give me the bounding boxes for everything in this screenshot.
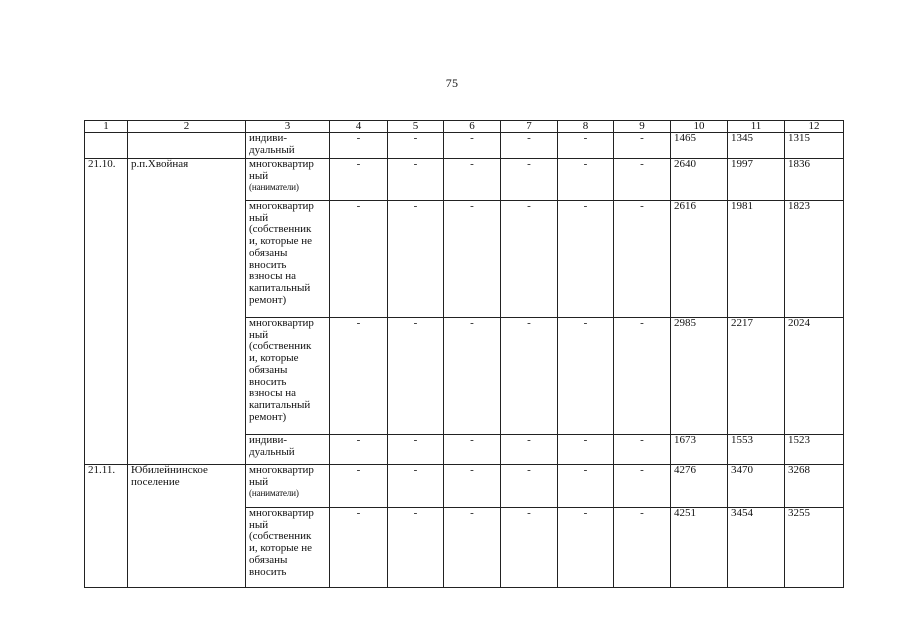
header-cell-7: 7 [501, 121, 558, 133]
empty-value: - [614, 435, 671, 465]
header-cell-3: 3 [246, 121, 330, 133]
cell-line: и, которые [249, 352, 299, 365]
housing-type [246, 435, 330, 465]
cell-line: многоквартир [249, 158, 314, 170]
value-12: 3255 [785, 508, 844, 588]
empty-value: - [330, 318, 388, 435]
empty-value: - [558, 465, 614, 508]
value-10: 1673 [671, 435, 728, 465]
empty-value: - [501, 159, 558, 201]
header-row [85, 121, 844, 133]
value-12: 1315 [785, 133, 844, 159]
empty-value: - [388, 201, 444, 318]
cell-line: капитальный [249, 281, 311, 294]
header-cell-1: 1 [85, 121, 128, 133]
cell-line: ный [249, 169, 269, 182]
empty-value: - [444, 159, 501, 201]
empty-value: - [558, 435, 614, 465]
cell-line: (собственник [249, 530, 312, 543]
cell-line: вносить [249, 375, 287, 388]
header-cell-8: 8 [558, 121, 614, 133]
cell-line: дуальный [249, 143, 295, 156]
header-cell-11: 11 [728, 121, 785, 133]
empty-value: - [614, 201, 671, 318]
value-12: 2024 [785, 318, 844, 435]
empty-value: - [330, 465, 388, 508]
housing-type [246, 318, 330, 435]
header-cell-5: 5 [388, 121, 444, 133]
value-11: 2217 [728, 318, 785, 435]
tariff-table [84, 120, 844, 588]
value-11: 1997 [728, 159, 785, 201]
value-10: 4251 [671, 508, 728, 588]
empty-value: - [501, 435, 558, 465]
empty-value: - [501, 318, 558, 435]
empty-value: - [444, 133, 501, 159]
empty-value: - [558, 508, 614, 588]
cell-line: ремонт) [249, 293, 287, 306]
empty-value: - [501, 465, 558, 508]
cell-line: и, которые не [249, 235, 312, 248]
empty-value: - [444, 508, 501, 588]
value-10: 4276 [671, 465, 728, 508]
cell-line: (собственник [249, 340, 312, 353]
empty-value: - [558, 201, 614, 318]
table-row [85, 133, 844, 159]
housing-type [246, 508, 330, 588]
cell-line: (наниматели) [249, 488, 299, 499]
header-cell-4: 4 [330, 121, 388, 133]
cell-line: ный [249, 211, 269, 224]
cell-line: индиви- [249, 434, 288, 446]
row-code: 21.11. [85, 465, 128, 588]
empty-value: - [388, 159, 444, 201]
row-settlement [128, 159, 246, 465]
cell-line: многоквартир [249, 200, 314, 212]
value-10: 2985 [671, 318, 728, 435]
value-11: 1345 [728, 133, 785, 159]
cell-line: взносы на [249, 387, 296, 400]
empty-value: - [388, 435, 444, 465]
cell-line: дуальный [249, 445, 295, 458]
empty-value: - [444, 435, 501, 465]
empty-value: - [330, 159, 388, 201]
empty-value: - [558, 159, 614, 201]
row-code [85, 133, 128, 159]
table-row [85, 465, 844, 508]
cell-line: и, которые не [249, 542, 312, 555]
table-body [85, 121, 844, 588]
cell-line: ный [249, 475, 269, 488]
empty-value: - [501, 133, 558, 159]
cell-line: капитальный [249, 398, 311, 411]
cell-line: многоквартир [249, 507, 314, 519]
cell-line: многоквартир [249, 317, 314, 329]
value-10: 1465 [671, 133, 728, 159]
empty-value: - [614, 465, 671, 508]
empty-value: - [330, 133, 388, 159]
value-12: 1523 [785, 435, 844, 465]
empty-value: - [558, 318, 614, 435]
empty-value: - [614, 133, 671, 159]
header-cell-2: 2 [128, 121, 246, 133]
housing-type [246, 465, 330, 508]
empty-value: - [501, 201, 558, 318]
empty-value: - [444, 465, 501, 508]
cell-line: (наниматели) [249, 182, 299, 193]
row-code: 21.10. [85, 159, 128, 465]
empty-value: - [444, 318, 501, 435]
value-12: 1836 [785, 159, 844, 201]
empty-value: - [388, 133, 444, 159]
empty-value: - [388, 318, 444, 435]
cell-line: вносить [249, 258, 287, 271]
header-cell-10: 10 [671, 121, 728, 133]
table-row [85, 159, 844, 201]
empty-value: - [330, 508, 388, 588]
cell-line: взносы на [249, 270, 296, 283]
cell-line: обязаны [249, 553, 288, 566]
empty-value: - [614, 159, 671, 201]
empty-value: - [558, 133, 614, 159]
empty-value: - [330, 201, 388, 318]
value-12: 1823 [785, 201, 844, 318]
cell-line: многоквартир [249, 464, 314, 476]
header-cell-12: 12 [785, 121, 844, 133]
cell-line: индиви- [249, 132, 288, 144]
empty-value: - [614, 508, 671, 588]
value-11: 3454 [728, 508, 785, 588]
value-10: 2616 [671, 201, 728, 318]
cell-line: Юбилейнинское [131, 464, 208, 476]
value-11: 1981 [728, 201, 785, 318]
housing-type [246, 133, 330, 159]
empty-value: - [444, 201, 501, 318]
empty-value: - [388, 465, 444, 508]
cell-line: р.п.Хвойная [131, 158, 189, 170]
cell-line: (собственник [249, 223, 312, 236]
empty-value: - [614, 318, 671, 435]
value-11: 3470 [728, 465, 785, 508]
cell-line: обязаны [249, 363, 288, 376]
empty-value: - [330, 435, 388, 465]
value-10: 2640 [671, 159, 728, 201]
page-number: 75 [445, 76, 459, 90]
row-settlement [128, 133, 246, 159]
housing-type [246, 159, 330, 201]
cell-line: вносить [249, 565, 287, 578]
cell-line: ный [249, 328, 269, 341]
cell-line: поселение [131, 475, 180, 488]
empty-value: - [388, 508, 444, 588]
header-cell-9: 9 [614, 121, 671, 133]
housing-type [246, 201, 330, 318]
cell-line: ремонт) [249, 410, 287, 423]
cell-line: ный [249, 518, 269, 531]
cell-line: обязаны [249, 246, 288, 259]
value-11: 1553 [728, 435, 785, 465]
row-settlement [128, 465, 246, 588]
empty-value: - [501, 508, 558, 588]
header-cell-6: 6 [444, 121, 501, 133]
value-12: 3268 [785, 465, 844, 508]
